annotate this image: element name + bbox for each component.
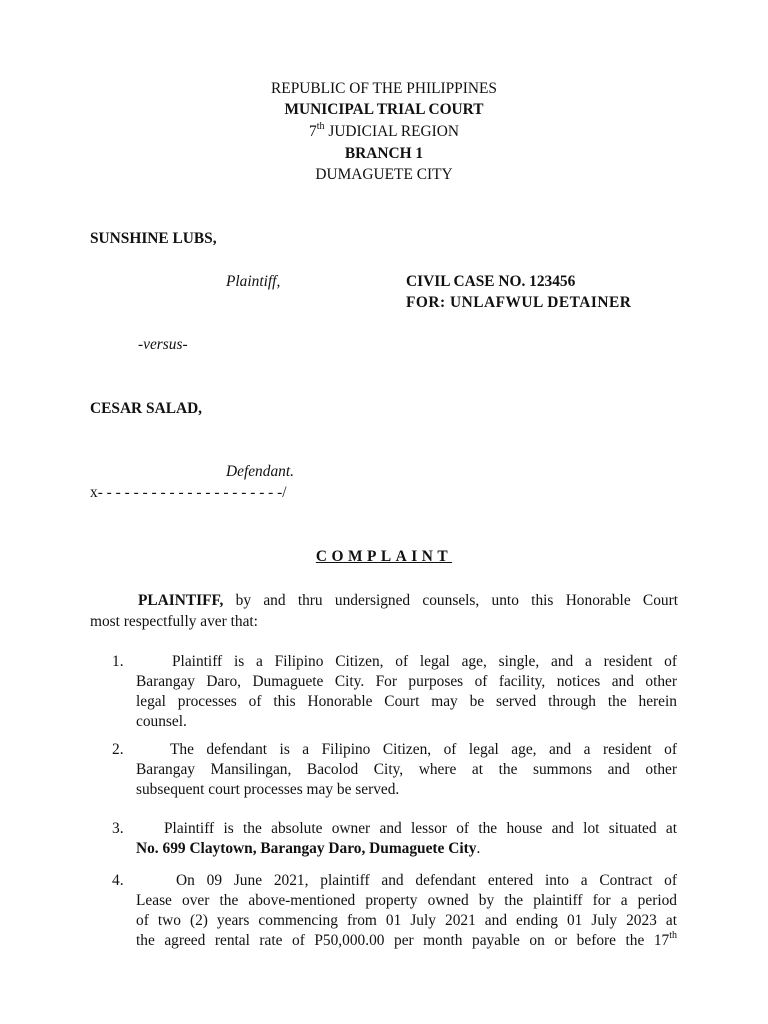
paragraph-line: Plaintiff is the absolute owner and lessor of the house and lot situated at [164, 820, 677, 837]
paragraph-number: 4. [112, 872, 124, 889]
paragraph-1 [136, 651, 677, 731]
case-number: CIVIL CASE NO. 123456 [406, 273, 576, 290]
paragraph-line-end: . [476, 840, 481, 857]
paragraph-2 [136, 739, 677, 799]
paragraph-line: Barangay Mansilingan, Bacolod City, where at the summons and other [136, 761, 677, 778]
ordinal-suffix: th [669, 929, 677, 941]
paragraph-line: Plaintiff is a Filipino Citizen, of legal age, single, and a resident of [172, 653, 677, 670]
defendant-role: Defendant. [226, 463, 294, 480]
header-republic: REPUBLIC OF THE PHILIPPINES [271, 80, 497, 97]
paragraph-line: Lease over the above-mentioned property owned by the plaintiff for a period [136, 892, 677, 909]
paragraph-line: The defendant is a Filipino Citizen, of legal age, and a resident of [170, 741, 677, 758]
paragraph-number: 3. [112, 820, 124, 837]
intro-line-1-text: by and thru undersigned counsels, unto this Honorable Court [223, 592, 678, 609]
caption-separator: x- - - - - - - - - - - - - - - - - - - - -/ [90, 484, 287, 501]
paragraph-line-text: the agreed rental rate of P50,000.00 per month payable on or before the 17 [136, 932, 670, 949]
intro-line-1 [90, 590, 678, 611]
paragraph-line: of two (2) years commencing from 01 July 2021 and ending 01 July 2023 at [136, 912, 677, 929]
plaintiff-name: SUNSHINE LUBS, [90, 230, 217, 247]
paragraph-line: On 09 June 2021, plaintiff and defendant entered into a Contract of [176, 872, 677, 889]
header-branch: BRANCH 1 [344, 145, 424, 162]
region-text: JUDICIAL REGION [324, 123, 459, 140]
header-court: MUNICIPAL TRIAL COURT [284, 101, 484, 118]
paragraph-number: 2. [112, 741, 124, 758]
paragraph-line: Barangay Daro, Dumaguete City. For purposes of facility, notices and other [136, 673, 677, 690]
paragraph-3 [136, 818, 677, 858]
intro-line-2: most respectfully aver that: [90, 613, 258, 630]
paragraph-number: 1. [112, 653, 124, 670]
intro-paragraph [90, 590, 678, 632]
property-address: No. 699 Claytown, Barangay Daro, Dumaguete City [136, 840, 477, 857]
paragraph-4 [136, 870, 677, 950]
document-title-text: COMPLAINT [315, 548, 453, 565]
defendant-name: CESAR SALAD, [90, 400, 203, 417]
versus-label: -versus- [138, 336, 188, 353]
region-number: 7 [309, 123, 317, 140]
paragraph-line [136, 838, 677, 858]
paragraph-line [136, 930, 677, 950]
plaintiff-role: Plaintiff, [226, 273, 281, 290]
case-type: FOR: UNLAFWUL DETAINER [406, 294, 632, 311]
header-city: DUMAGUETE CITY [315, 166, 453, 183]
paragraph-line: legal processes of this Honorable Court may be served through the herein [136, 693, 677, 710]
region-ordinal: th [316, 120, 325, 132]
document-title [0, 546, 768, 567]
header-region [0, 121, 768, 142]
paragraph-line: counsel. [136, 713, 187, 730]
paragraph-line: subsequent court processes may be served. [136, 781, 400, 798]
intro-lead: PLAINTIFF, [138, 592, 224, 609]
